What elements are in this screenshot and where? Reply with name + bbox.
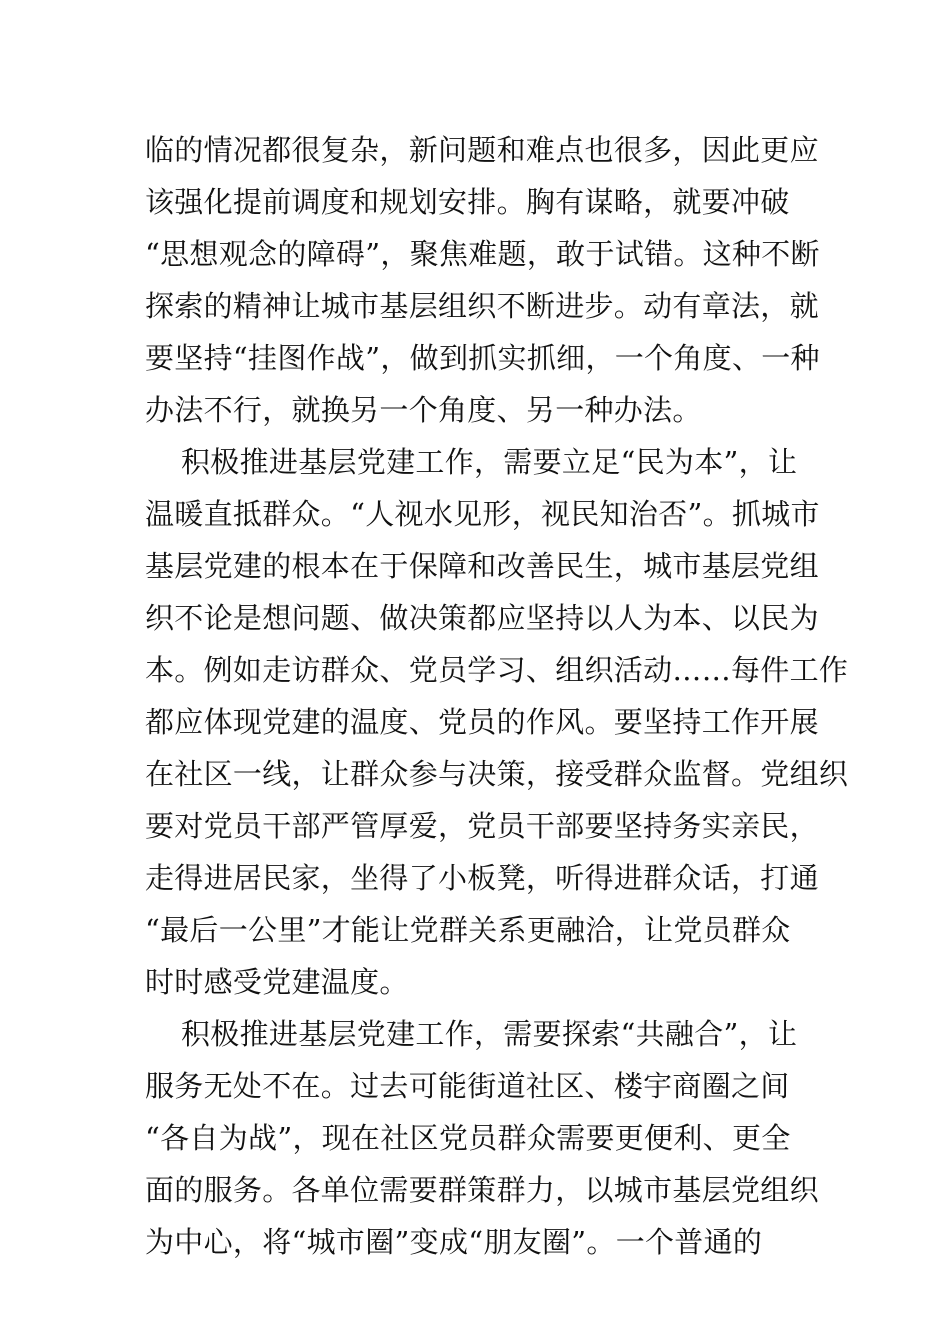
text-line: 走得进居民家，坐得了小板凳，听得进群众话，打通 xyxy=(145,861,819,895)
text-line: 为中心，将“城市圈”变成“朋友圈”。一个普通的 xyxy=(145,1225,763,1259)
text-line: 服务无处不在。过去可能街道社区、楼宇商圈之间 xyxy=(145,1069,790,1103)
document-body xyxy=(145,124,849,1268)
text-line: 时时感受党建温度。 xyxy=(145,965,409,999)
text-line: 要对党员干部严管厚爱，党员干部要坚持务实亲民， xyxy=(145,809,819,843)
text-line: 积极推进基层党建工作，需要探索“共融合”，让 xyxy=(181,1017,798,1051)
text-line: 该强化提前调度和规划安排。胸有谋略，就要冲破 xyxy=(145,185,790,219)
paragraph-1 xyxy=(145,124,820,436)
text-line: “思想观念的障碍”，聚焦难题，敢于试错。这种不断 xyxy=(145,237,820,271)
text-line: 都应体现党建的温度、党员的作风。要坚持工作开展 xyxy=(145,705,819,739)
text-line: “最后一公里”才能让党群关系更融洽，让党员群众 xyxy=(145,913,791,947)
text-line: 要坚持“挂图作战”，做到抓实抓细，一个角度、一种 xyxy=(145,341,820,375)
text-line: 基层党建的根本在于保障和改善民生，城市基层党组 xyxy=(145,549,819,583)
text-line: 面的服务。各单位需要群策群力，以城市基层党组织 xyxy=(145,1173,819,1207)
paragraph-3 xyxy=(145,1008,819,1268)
text-line: 探索的精神让城市基层组织不断进步。动有章法，就 xyxy=(145,289,819,323)
text-line: 积极推进基层党建工作，需要立足“民为本”，让 xyxy=(181,445,798,479)
text-line: “各自为战”，现在社区党员群众需要更便利、更全 xyxy=(145,1121,791,1155)
text-line: 织不论是想问题、做决策都应坚持以人为本、以民为 xyxy=(145,601,819,635)
text-line: 温暖直抵群众。“人视水见形，视民知治否”。抓城市 xyxy=(145,497,820,531)
text-line: 临的情况都很复杂，新问题和难点也很多，因此更应 xyxy=(145,133,819,167)
text-line: 办法不行，就换另一个角度、另一种办法。 xyxy=(145,393,702,427)
text-line: 本。例如走访群众、党员学习、组织活动……每件工作 xyxy=(145,653,849,687)
paragraph-2 xyxy=(145,436,849,1008)
text-line: 在社区一线，让群众参与决策，接受群众监督。党组织 xyxy=(145,757,849,791)
